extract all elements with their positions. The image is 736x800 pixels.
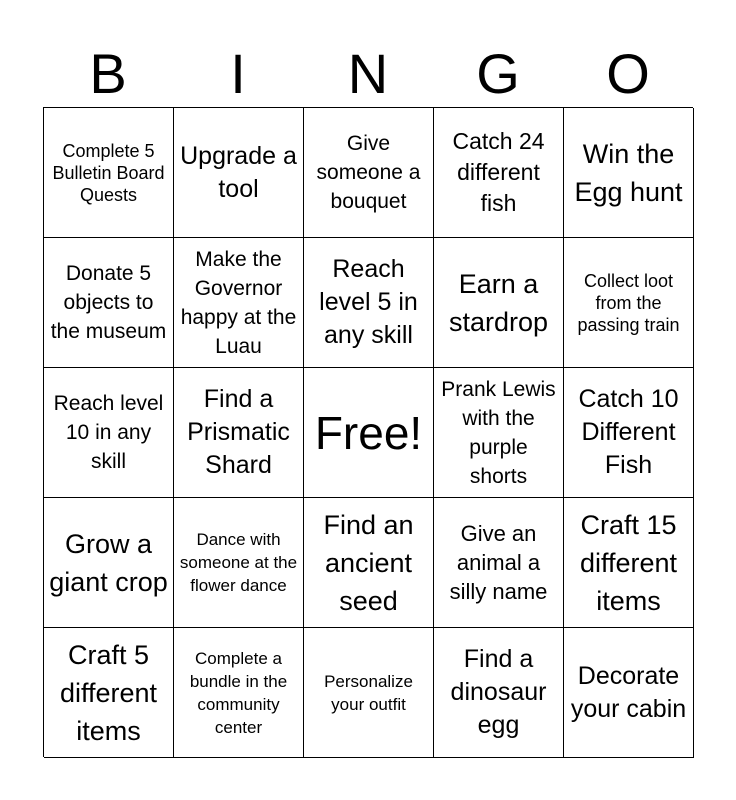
bingo-cell[interactable] (304, 108, 434, 238)
bingo-cell[interactable] (174, 498, 304, 628)
cell-text: Make the Governor happy at the Luau (180, 247, 297, 358)
cell-text: Prank Lewis with the purple shorts (441, 377, 556, 488)
bingo-cell[interactable] (44, 368, 174, 498)
header-letter-o: O (606, 42, 650, 105)
bingo-cell[interactable] (44, 108, 174, 238)
bingo-cell[interactable] (434, 368, 564, 498)
cell-text: Catch 10 Different Fish (578, 385, 679, 479)
bingo-cell[interactable] (564, 108, 694, 238)
free-space[interactable] (304, 368, 434, 498)
cell-text: Grow a giant crop (49, 528, 168, 597)
bingo-cell[interactable] (174, 628, 304, 758)
cell-text: Win the Egg hunt (574, 138, 683, 207)
cell-text: Upgrade a tool (180, 141, 297, 203)
bingo-cell[interactable] (304, 238, 434, 368)
cell-text: Donate 5 objects to the museum (50, 262, 167, 343)
cell-text: Decorate your cabin (570, 661, 687, 723)
cell-text: Give an animal a silly name (449, 521, 548, 604)
cell-text: Reach level 10 in any skill (53, 392, 164, 473)
bingo-cell[interactable] (434, 498, 564, 628)
cell-text: Craft 5 different items (59, 639, 158, 746)
bingo-cell[interactable] (564, 628, 694, 758)
free-space-text: Free! (314, 406, 423, 459)
cell-text: Collect loot from the passing train (577, 270, 680, 335)
header-letter-g: G (476, 42, 520, 105)
cell-text: Dance with someone at the flower dance (179, 530, 298, 595)
cell-text: Complete a bundle in the community center (189, 648, 288, 737)
bingo-cell[interactable] (304, 498, 434, 628)
bingo-cell[interactable] (434, 628, 564, 758)
bingo-cell[interactable] (434, 238, 564, 368)
cell-text: Personalize your outfit (324, 671, 413, 714)
header-letter-n: N (347, 42, 389, 105)
bingo-cell[interactable] (434, 108, 564, 238)
bingo-cell[interactable] (174, 368, 304, 498)
cell-text: Give someone a bouquet (316, 132, 421, 213)
cell-text: Find a dinosaur egg (450, 645, 547, 739)
bingo-cell[interactable] (174, 238, 304, 368)
bingo-cell[interactable] (44, 498, 174, 628)
cell-text: Complete 5 Bulletin Board Quests (52, 140, 165, 205)
bingo-cell[interactable] (174, 108, 304, 238)
cell-text: Find a Prismatic Shard (187, 385, 290, 479)
bingo-cell[interactable] (304, 628, 434, 758)
cell-text: Find an ancient seed (323, 509, 414, 616)
bingo-cell[interactable] (44, 238, 174, 368)
bingo-cell[interactable] (564, 238, 694, 368)
cell-text: Earn a stardrop (448, 268, 549, 337)
header-letter-i: I (230, 42, 246, 105)
bingo-header (43, 40, 693, 108)
bingo-cell[interactable] (564, 498, 694, 628)
bingo-cell[interactable] (44, 628, 174, 758)
header-letter-b: B (89, 42, 127, 105)
bingo-grid (43, 107, 693, 757)
bingo-cell[interactable] (564, 368, 694, 498)
cell-text: Reach level 5 in any skill (319, 255, 418, 349)
cell-text: Craft 15 different items (579, 509, 678, 616)
cell-text: Catch 24 different fish (452, 128, 545, 216)
